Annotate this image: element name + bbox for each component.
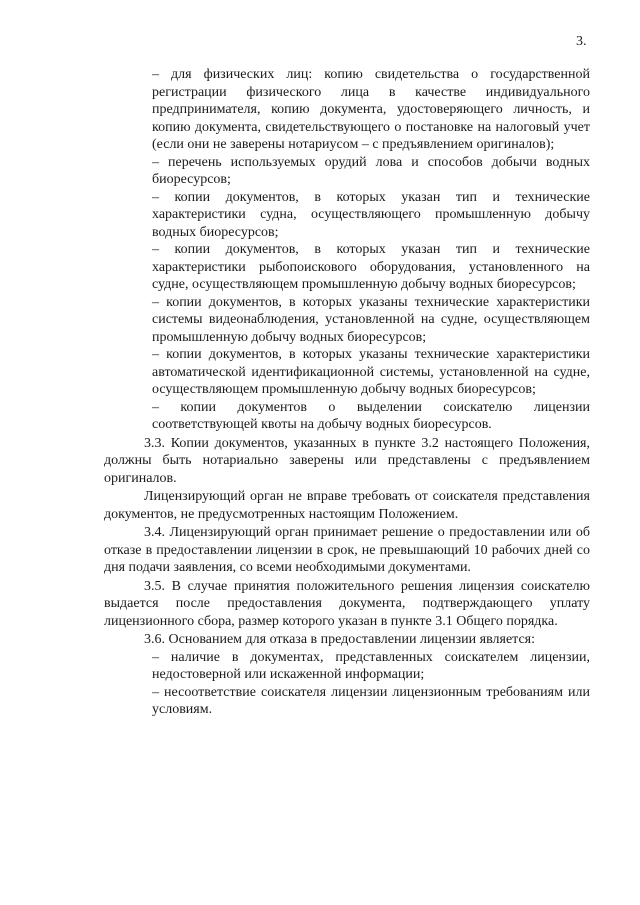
list-item: – несоответствие соискателя лицензии лицензионным требованиям или условиям. bbox=[152, 684, 590, 717]
list-item: – копии документов, в которых указаны технические характеристики автоматической идентификационной системы, установленной на судне, осуществляющем промышленную добычу водных биоресурсов; bbox=[152, 347, 590, 397]
list-item: – наличие в документах, представленных соискателем лицензии, недостоверной или искаженной информации; bbox=[152, 649, 590, 682]
page-number: 3. bbox=[576, 34, 587, 49]
list-item: – для физических лиц: копию свидетельства о государственной регистрации физического лица в качестве индивидуального предпринимателя, копию документа, удостоверяющего личность, и копию документа, свидетельствующего о постановке на налоговый учет (если они не заверены нотариусом – с предъявлением оригиналов); bbox=[152, 67, 590, 152]
list-item: – копии документов, в которых указаны технические характеристики системы видеонаблюдения, установленной на судне, осуществляющем промышленную добычу водных биоресурсов; bbox=[152, 294, 590, 345]
list-item: – перечень используемых орудий лова и способов добычи водных биоресурсов; bbox=[152, 154, 590, 187]
list-item: – копии документов о выделении соискателю лицензии соответствующей квоты на добычу водных биоресурсов. bbox=[152, 399, 590, 432]
paragraph-3-4: 3.4. Лицензирующий орган принимает решение о предоставлении или об отказе в предоставлении лицензии в срок, не превышающий 10 рабочих дней со дня подачи заявления, со всеми необходимыми документами. bbox=[104, 525, 590, 575]
list-item: – копии документов, в которых указан тип и технические характеристики судна, осуществляющего промышленную добычу водных биоресурсов; bbox=[152, 189, 590, 240]
paragraph-3-5: 3.5. В случае принятия положительного решения лицензия соискателю выдается после предоставления документа, подтверждающего уплату лицензионного сбора, размер которого указан в пункте 3.1 Общего порядка. bbox=[104, 578, 590, 629]
paragraph: Лицензирующий орган не вправе требовать от соискателя представления документов, не предусмотренных настоящим Положением. bbox=[104, 489, 590, 522]
paragraph-3-6: 3.6. Основанием для отказа в предоставлении лицензии является: bbox=[144, 632, 535, 647]
paragraph-3-3: 3.3. Копии документов, указанных в пункте 3.2 настоящего Положения, должны быть нотариально заверены или представлены с предъявлением оригиналов. bbox=[104, 435, 590, 486]
document-body bbox=[104, 66, 590, 719]
list-item: – копии документов, в которых указан тип и технические характеристики рыбопоискового оборудования, установленного на судне, осуществляющем промышленную добычу водных биоресурсов; bbox=[152, 242, 590, 292]
